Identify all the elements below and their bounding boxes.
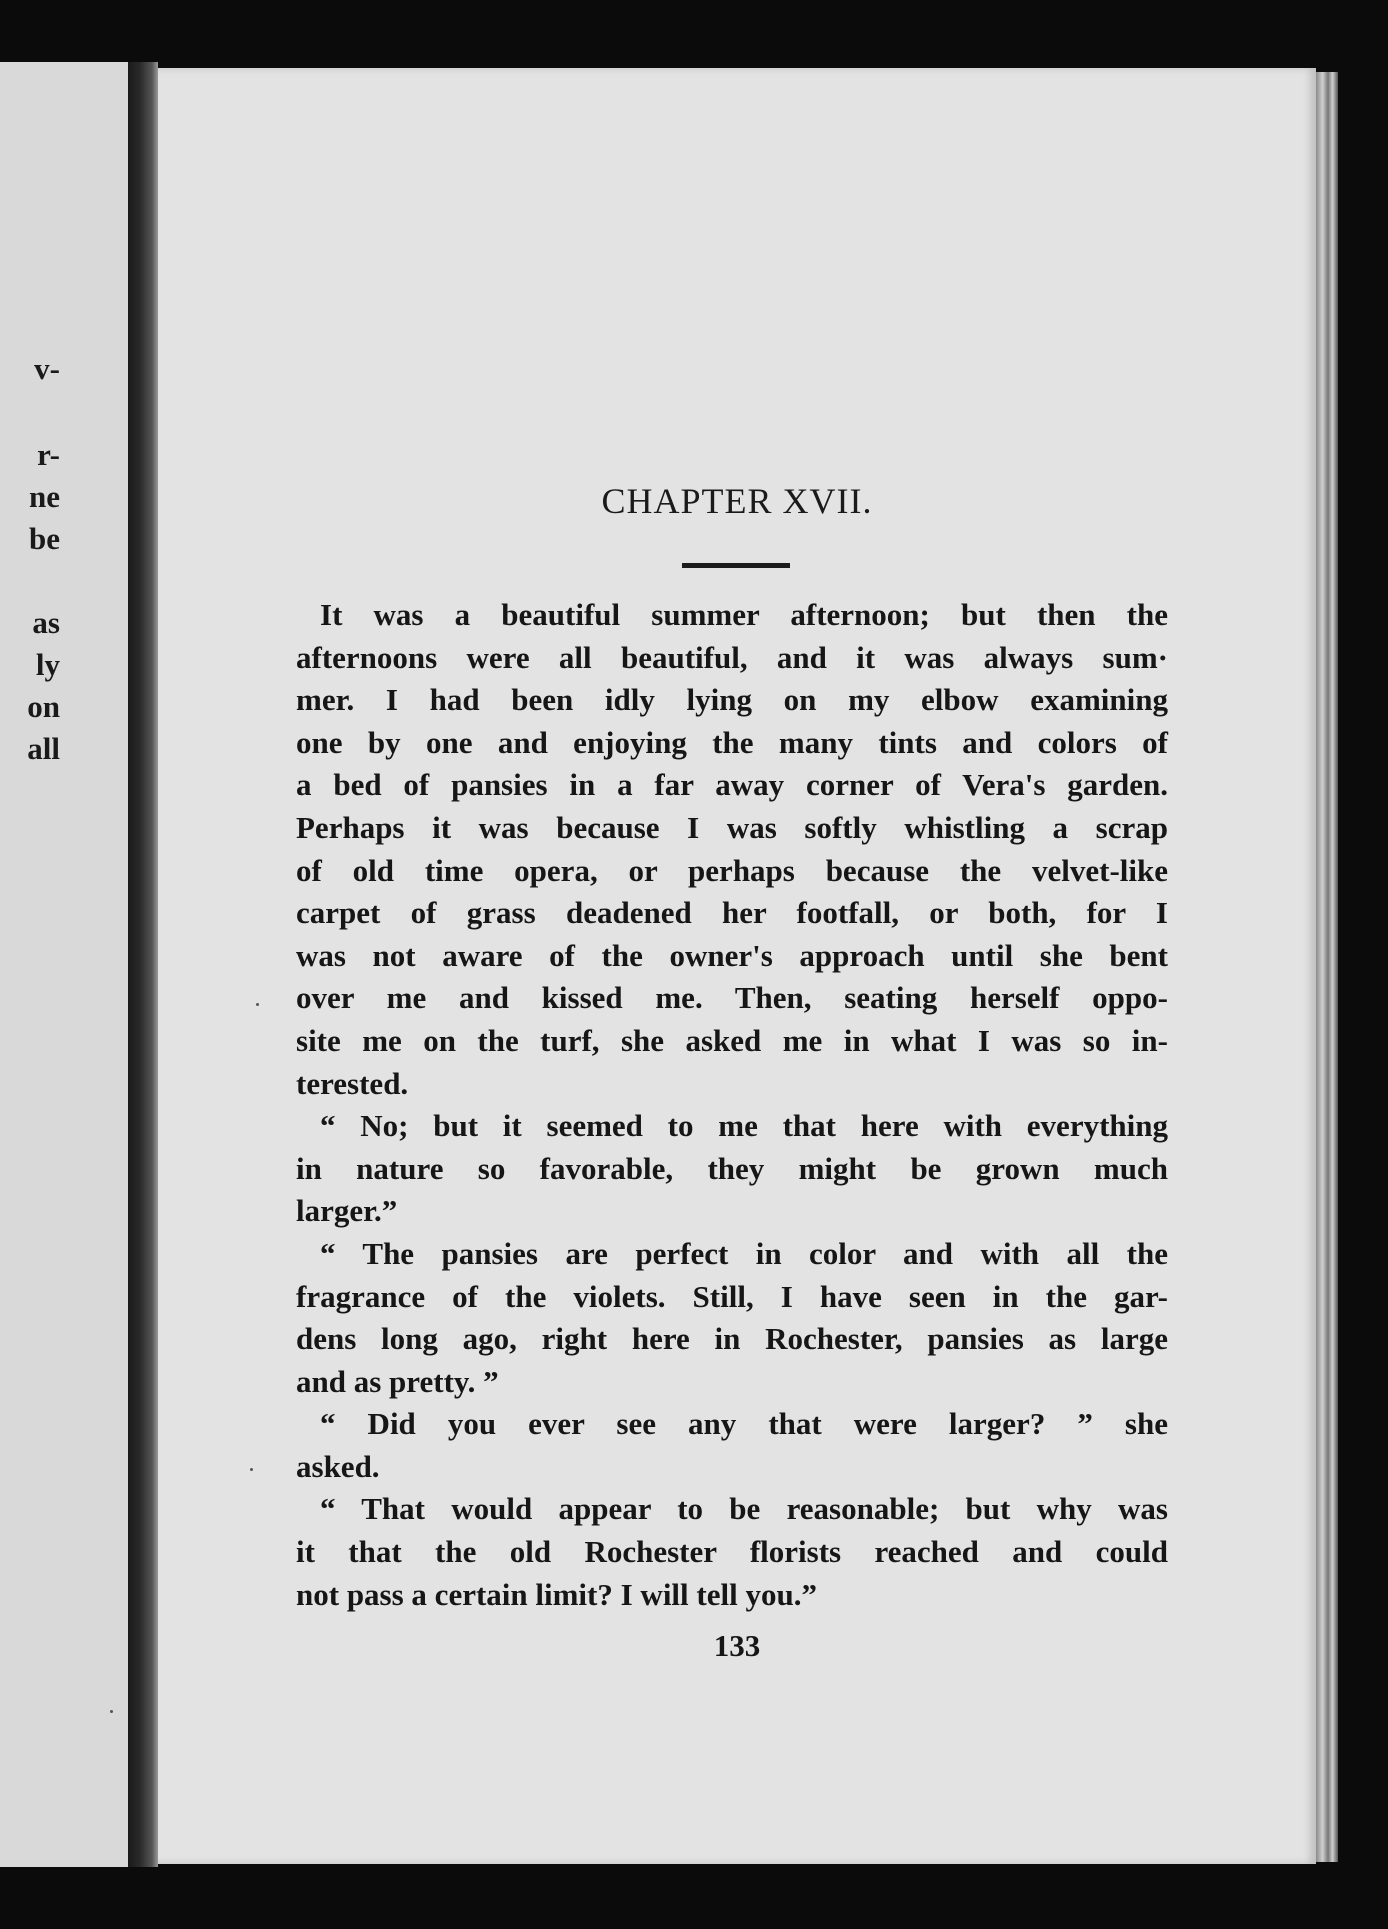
text-line: over me and kissed me. Then, seating herself oppo- xyxy=(296,980,1168,1016)
text-line: larger.” xyxy=(296,1193,398,1229)
text-line: site me on the turf, she asked me in what I was so in- xyxy=(296,1022,1168,1058)
page-edge xyxy=(1316,72,1338,1862)
text-line: “ The pansies are perfect in color and with all the xyxy=(320,1235,1168,1271)
facing-page-fragment: r- xyxy=(37,437,60,472)
facing-page-fragment: as xyxy=(32,605,60,640)
text-line: not pass a certain limit? I will tell you.” xyxy=(296,1576,817,1612)
text-line: was not aware of the owner's approach until she bent xyxy=(296,937,1168,973)
text-line: It was a beautiful summer afternoon; but then the xyxy=(320,597,1168,632)
text-line: mer. I had been idly lying on my elbow examining xyxy=(296,682,1168,718)
text-line: and as pretty. ” xyxy=(296,1363,499,1399)
chapter-text xyxy=(296,594,1168,1616)
facing-page-fragment: on xyxy=(27,689,60,724)
text-line: a bed of pansies in a far away corner of Vera's garden. xyxy=(296,767,1168,803)
text-line: fragrance of the violets. Still, I have seen in the gar- xyxy=(296,1278,1168,1314)
text-line: it that the old Rochester florists reached and could xyxy=(296,1534,1168,1570)
text-line: of old time opera, or perhaps because the velvet-like xyxy=(296,852,1168,888)
text-line: afternoons were all beautiful, and it was always sum· xyxy=(296,639,1168,675)
scan-speck xyxy=(250,1468,253,1471)
text-line: “ No; but it seemed to me that here with everything xyxy=(320,1108,1168,1144)
scan-speck xyxy=(256,1003,259,1006)
text-line: asked. xyxy=(296,1448,380,1484)
text-line: dens long ago, right here in Rochester, pansies as large xyxy=(296,1321,1168,1357)
text-line: terested. xyxy=(296,1065,409,1101)
text-line: “ That would appear to be reasonable; but why was xyxy=(320,1491,1168,1527)
facing-page-fragment: v- xyxy=(34,351,60,386)
facing-page-fragment: ly xyxy=(35,647,60,682)
text-line: “ Did you ever see any that were larger? ” she xyxy=(320,1406,1168,1442)
facing-page-fragment: all xyxy=(27,731,60,766)
facing-page-fragment: ne xyxy=(29,479,60,514)
heading-rule xyxy=(682,563,790,568)
text-line: one by one and enjoying the many tints and colors of xyxy=(296,724,1168,760)
text-line: carpet of grass deadened her footfall, or both, for I xyxy=(296,895,1168,931)
book-gutter xyxy=(128,62,158,1867)
chapter-heading: CHAPTER XVII. xyxy=(601,481,873,521)
scan-speck xyxy=(110,1710,113,1713)
page-number: 133 xyxy=(713,1628,761,1663)
text-line: Perhaps it was because I was softly whistling a scrap xyxy=(296,809,1168,845)
facing-page-fragment: be xyxy=(29,521,60,556)
facing-page-left xyxy=(0,62,130,1867)
text-line: in nature so favorable, they might be grown much xyxy=(296,1150,1168,1186)
